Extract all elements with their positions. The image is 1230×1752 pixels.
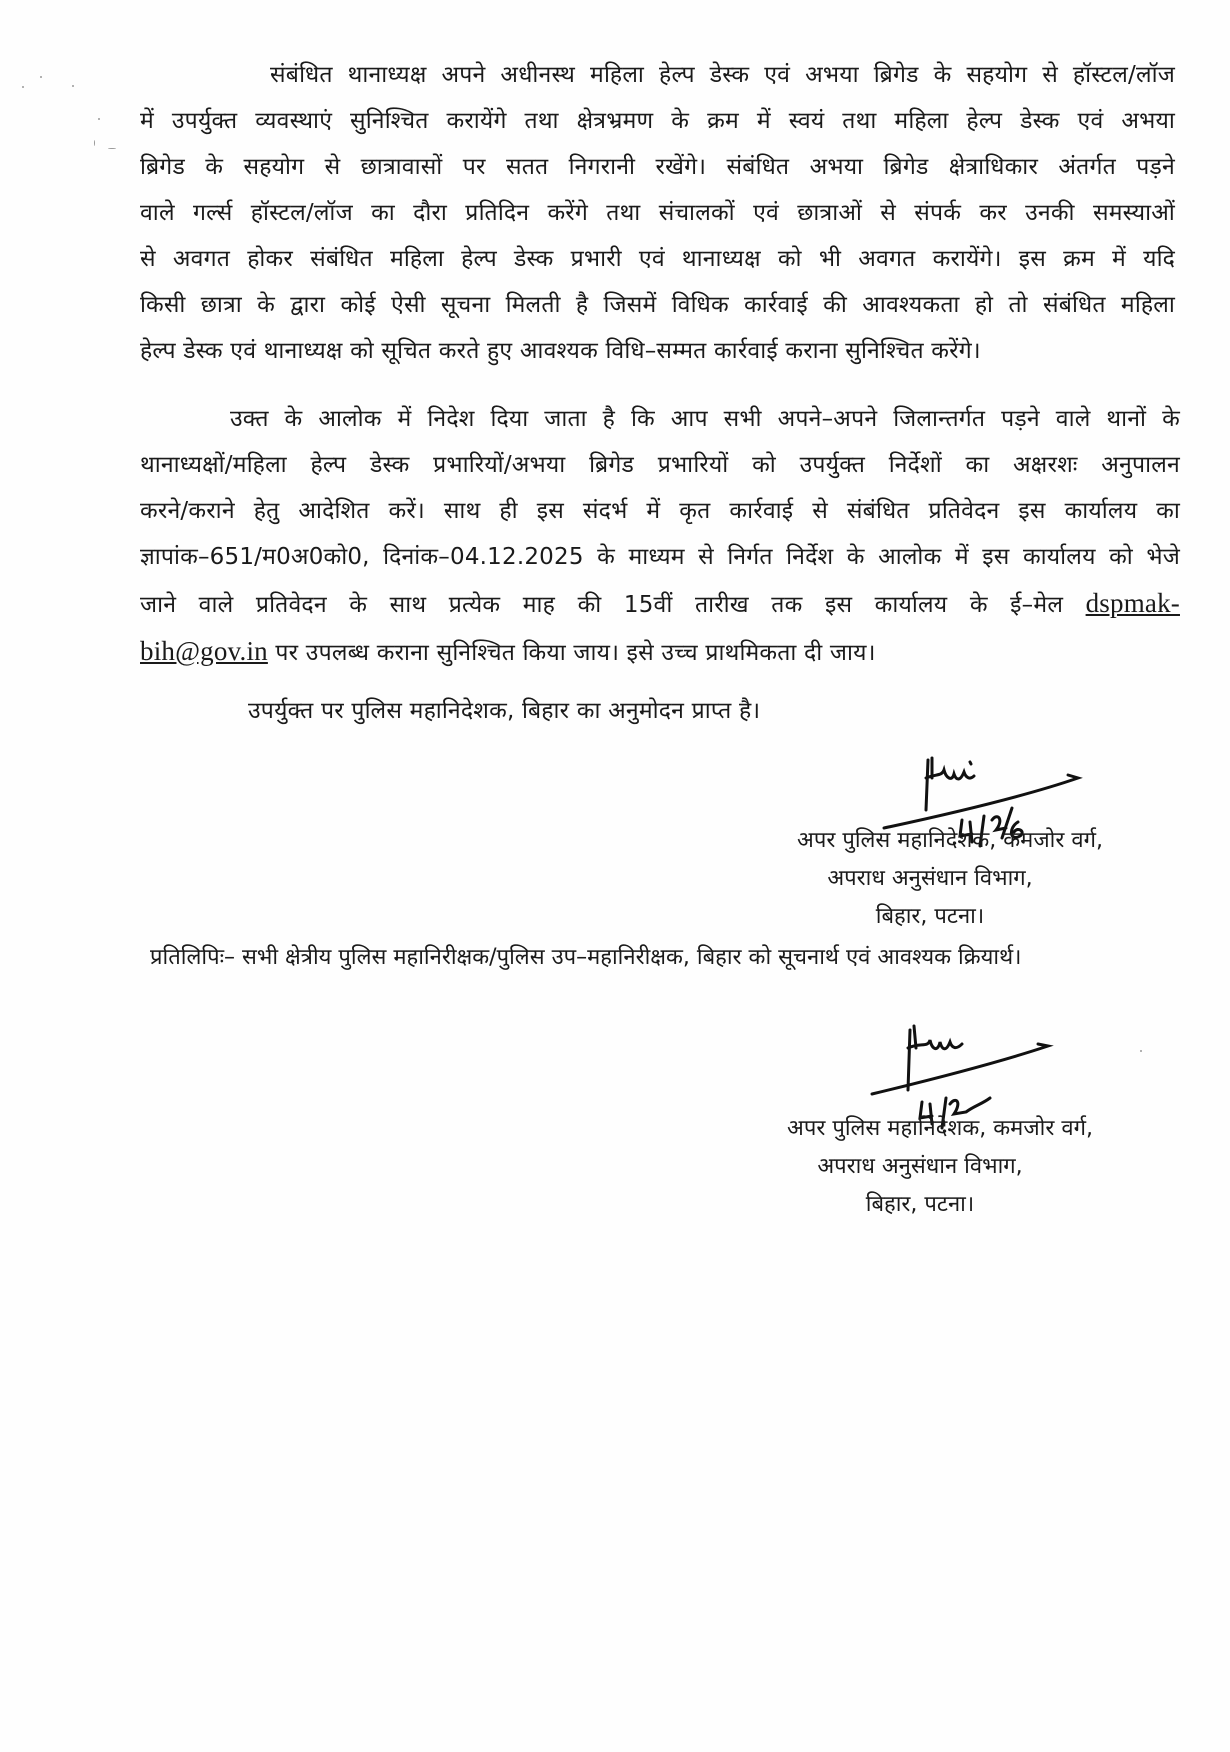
paragraph-1-line: संबंधित थानाध्यक्ष अपने अधीनस्थ महिला हेल्प डेस्क एवं अभया ब्रिगेड के सहयोग से हॉस्टल/लॉज <box>270 62 1175 88</box>
paragraph-2-line: ज्ञापांक–651/म0अ0को0, दिनांक–04.12.2025 के माध्यम से निर्गत निर्देश के आलोक में इस कार्यालय को भेजे <box>140 544 1180 570</box>
scan-speck <box>40 76 42 78</box>
scan-speck <box>98 118 100 120</box>
paragraph-1 <box>140 52 1175 374</box>
email-link-part1[interactable]: dspmak- <box>1085 588 1180 618</box>
approval-line: उपर्युक्त पर पुलिस महानिदेशक, बिहार का अनुमोदन प्राप्त है। <box>248 698 761 724</box>
paragraph-2-line: उक्त के आलोक में निदेश दिया जाता है कि आप सभी अपने–अपने जिलान्तर्गत पड़ने वाले थानों के <box>230 406 1180 432</box>
scan-speck <box>1140 1050 1142 1052</box>
paragraph-2-line: करने/कराने हेतु आदेशित करें। साथ ही इस संदर्भ में कृत कार्रवाई से संबंधित प्रतिवेदन इस कार्यालय का <box>140 498 1180 524</box>
signature-2-underline <box>872 1044 1048 1094</box>
paragraph-3 <box>248 688 948 734</box>
signature-1-block <box>750 822 1150 936</box>
paragraph-1-line: वाले गर्ल्स हॉस्टल/लॉज का दौरा प्रतिदिन करेंगे तथा संचालकों एवं छात्राओं से संपर्क कर उनकी समस्याओं <box>140 200 1175 226</box>
paragraph-1-line: हेल्प डेस्क एवं थानाध्यक्ष को सूचित करते हुए आवश्यक विधि–सम्मत कार्रवाई कराना सुनिश्चित करेंगे। <box>140 338 981 364</box>
signature-2-block <box>740 1110 1140 1224</box>
email-link-part2[interactable]: bih@gov.in <box>140 636 268 666</box>
scan-speck <box>94 140 95 146</box>
paragraph-2-line <box>140 628 1180 676</box>
signature-2-location: बिहार, पटना। <box>865 1192 975 1217</box>
signature-1-underline <box>884 775 1078 828</box>
paragraph-2 <box>140 396 1180 676</box>
scan-speck <box>72 85 74 87</box>
paragraph-2-line-text: पर उपलब्ध कराना सुनिश्चित किया जाय। इसे उच्च प्राथमिकता दी जाय। <box>267 640 876 666</box>
scan-speck <box>108 148 116 149</box>
paragraph-2-line <box>140 580 1180 628</box>
paragraph-2-line-text: जाने वाले प्रतिवेदन के साथ प्रत्येक माह की 15वीं तारीख तक इस कार्यालय के ई–मेल <box>140 592 1064 618</box>
copy-to-line: प्रतिलिपिः– सभी क्षेत्रीय पुलिस महानिरीक्षक/पुलिस उप–महानिरीक्षक, बिहार को सूचनार्थ एवं आवश्यक क्रियार्थ। <box>150 945 1022 970</box>
signature-1-location: बिहार, पटना। <box>875 904 985 929</box>
signature-1-department: अपराध अनुसंधान विभाग, <box>827 866 1033 891</box>
paragraph-1-line: किसी छात्रा के द्वारा कोई ऐसी सूचना मिलती है जिसमें विधिक कार्रवाई की आवश्यकता हो तो संबंधित महिला <box>140 292 1175 318</box>
signature-2-department: अपराध अनुसंधान विभाग, <box>817 1154 1023 1179</box>
paragraph-2-line: थानाध्यक्षों/महिला हेल्प डेस्क प्रभारियों/अभया ब्रिगेड प्रभारियों को उपर्युक्त निर्देशों का अक्षरशः अनुपालन <box>140 452 1180 478</box>
signature-2-scrawl <box>908 1026 962 1090</box>
paragraph-1-line: से अवगत होकर संबंधित महिला हेल्प डेस्क प्रभारी एवं थानाध्यक्ष को भी अवगत करायेंगे। इस क्रम में यदि <box>140 246 1175 272</box>
paragraph-1-line: में उपर्युक्त व्यवस्थाएं सुनिश्चित करायेंगे तथा क्षेत्रभ्रमण के क्रम में स्वयं तथा महिला हेल्प डेस्क एवं अभया <box>140 108 1175 134</box>
signature-1-scrawl <box>926 758 974 810</box>
signature-2-designation: अपर पुलिस महानिदेशक, कमजोर वर्ग, <box>787 1116 1093 1141</box>
paragraph-1-line: ब्रिगेड के सहयोग से छात्रावासों पर सतत निगरानी रखेंगे। संबंधित अभया ब्रिगेड क्षेत्राधिकार अंतर्गत पड़ने <box>140 154 1175 180</box>
signature-1-designation: अपर पुलिस महानिदेशक, कमजोर वर्ग, <box>797 828 1103 853</box>
scan-speck <box>22 86 24 88</box>
